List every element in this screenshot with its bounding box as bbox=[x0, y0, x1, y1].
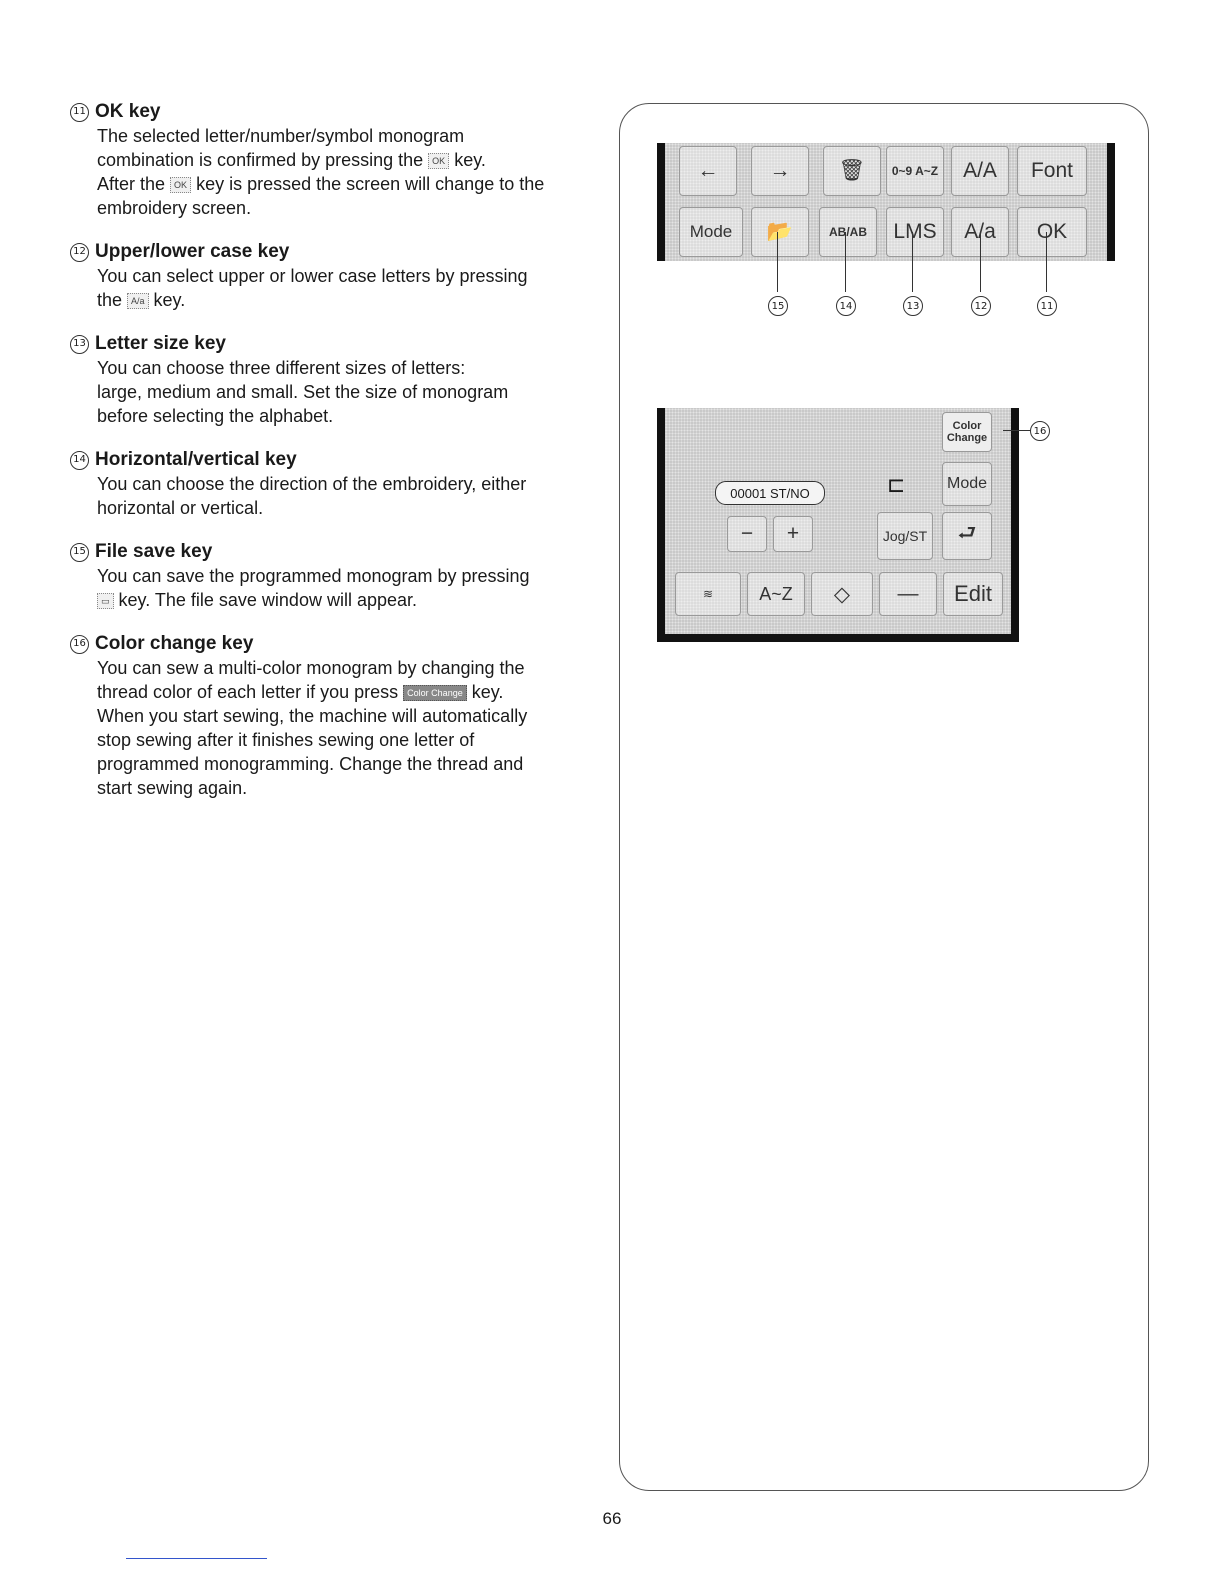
callout-16: 16 bbox=[1030, 421, 1050, 441]
inline-key-icon: OK bbox=[170, 177, 191, 193]
left-arrow-key[interactable]: ← bbox=[679, 146, 737, 196]
minus-key[interactable]: − bbox=[727, 516, 767, 552]
body-text: You can select upper or lower case letters by pressing bbox=[97, 266, 528, 286]
body-text: programmed monogramming. Change the thread and bbox=[97, 754, 524, 774]
body-text: embroidery screen. bbox=[97, 198, 252, 218]
eraser-icon[interactable]: ◇ bbox=[811, 572, 873, 616]
mode-key[interactable]: Mode bbox=[679, 207, 743, 257]
color-change-key[interactable]: Color Change bbox=[942, 412, 992, 452]
footer-rule bbox=[126, 1558, 267, 1559]
body-text: key. bbox=[449, 150, 486, 170]
callout-11: 11 bbox=[1037, 296, 1057, 316]
inline-key-icon: ▭ bbox=[97, 593, 114, 609]
mode-key[interactable]: Mode bbox=[942, 462, 992, 506]
section-title: File save key bbox=[95, 541, 213, 562]
body-text: After the bbox=[97, 174, 171, 194]
section-color-change-key bbox=[70, 632, 610, 800]
section-heading bbox=[70, 448, 610, 472]
callout-12: 12 bbox=[971, 296, 991, 316]
section-title: Color change key bbox=[95, 633, 254, 654]
section-body bbox=[97, 564, 610, 612]
circled-number: 11 bbox=[70, 103, 89, 122]
illustration-frame bbox=[619, 103, 1149, 1491]
inline-key-icon: Color Change bbox=[403, 685, 467, 701]
callout-line bbox=[845, 232, 846, 292]
body-text: You can choose the direction of the embroidery, either bbox=[97, 474, 527, 494]
body-text: You can choose three different sizes of letters: bbox=[97, 358, 466, 378]
callout-line bbox=[980, 232, 981, 292]
body-text: horizontal or vertical. bbox=[97, 498, 264, 518]
section-letter-size-key bbox=[70, 332, 610, 428]
body-text: When you start sewing, the machine will automatically bbox=[97, 706, 528, 726]
section-body bbox=[97, 264, 610, 312]
section-title: Horizontal/vertical key bbox=[95, 449, 297, 470]
section-heading bbox=[70, 240, 610, 264]
page-number: 66 bbox=[602, 1509, 622, 1528]
number-alpha-key[interactable]: 0~9 A~Z bbox=[886, 146, 944, 196]
bar-icon[interactable]: — bbox=[879, 572, 937, 616]
callout-line bbox=[1003, 430, 1031, 431]
body-text: before selecting the alphabet. bbox=[97, 406, 334, 426]
section-body bbox=[97, 472, 610, 520]
circled-number: 13 bbox=[70, 335, 89, 354]
body-text: thread color of each letter if you press bbox=[97, 682, 404, 702]
section-title: OK key bbox=[95, 101, 161, 122]
section-heading bbox=[70, 540, 610, 564]
body-text: start sewing again. bbox=[97, 778, 248, 798]
section-body bbox=[97, 356, 610, 428]
letter-size-key[interactable]: LMS bbox=[886, 207, 944, 257]
body-text: key. bbox=[148, 290, 186, 310]
section-body bbox=[97, 124, 610, 220]
circled-number: 12 bbox=[70, 243, 89, 262]
callout-15: 15 bbox=[768, 296, 788, 316]
callout-line bbox=[912, 232, 913, 292]
embroidery-screen bbox=[657, 408, 1019, 642]
section-file-save-key bbox=[70, 540, 610, 612]
section-ok-key bbox=[70, 100, 610, 220]
horizontal-vertical-key[interactable]: AB/AB bbox=[819, 207, 877, 257]
section-title: Upper/lower case key bbox=[95, 241, 290, 262]
section-body bbox=[97, 656, 610, 800]
instructions-column bbox=[70, 100, 610, 820]
embroidery-pattern-key[interactable]: ≋ bbox=[675, 572, 741, 616]
file-save-key[interactable]: 📂 bbox=[751, 207, 809, 257]
body-text: the bbox=[97, 290, 128, 310]
callout-line bbox=[777, 232, 778, 292]
section-heading bbox=[70, 100, 610, 124]
callout-14: 14 bbox=[836, 296, 856, 316]
body-text: large, medium and small. Set the size of monogram bbox=[97, 382, 509, 402]
body-text: stop sewing after it finishes sewing one letter of bbox=[97, 730, 475, 750]
upper-lower-case-key[interactable]: A/a bbox=[951, 207, 1009, 257]
body-text: You can save the programmed monogram by pressing bbox=[97, 566, 530, 586]
body-text: key. bbox=[466, 682, 504, 702]
circled-number: 14 bbox=[70, 451, 89, 470]
inline-key-icon: OK bbox=[428, 153, 449, 169]
section-heading bbox=[70, 632, 610, 656]
callout-line bbox=[1046, 232, 1047, 292]
callout-13: 13 bbox=[903, 296, 923, 316]
section-upper-lower-case-key bbox=[70, 240, 610, 312]
body-text: key. The file save window will appear. bbox=[113, 590, 418, 610]
delete-key[interactable]: 🗑 bbox=[823, 146, 881, 196]
body-text: combination is confirmed by pressing the bbox=[97, 150, 429, 170]
presser-foot-icon: ⊏ bbox=[887, 472, 906, 497]
right-arrow-key[interactable]: → bbox=[751, 146, 809, 196]
plus-key[interactable]: + bbox=[773, 516, 813, 552]
circled-number: 15 bbox=[70, 543, 89, 562]
circled-number: 16 bbox=[70, 635, 89, 654]
body-text: The selected letter/number/symbol monogram bbox=[97, 126, 465, 146]
jog-stitch-key[interactable]: Jog/ST bbox=[877, 512, 933, 560]
body-text: You can sew a multi-color monogram by changing the bbox=[97, 658, 525, 678]
alphabet-key[interactable]: A~Z bbox=[747, 572, 805, 616]
edit-key[interactable]: Edit bbox=[943, 572, 1003, 616]
inline-key-icon: A/a bbox=[127, 293, 149, 309]
ok-key[interactable]: OK bbox=[1017, 207, 1087, 257]
return-icon[interactable]: ⮐ bbox=[942, 512, 992, 560]
font-key[interactable]: Font bbox=[1017, 146, 1087, 196]
section-title: Letter size key bbox=[95, 333, 226, 354]
section-heading bbox=[70, 332, 610, 356]
section-horizontal-vertical-key bbox=[70, 448, 610, 520]
letter-style-key[interactable]: A/A bbox=[951, 146, 1009, 196]
stitch-counter: 00001 ST/NO bbox=[715, 481, 825, 505]
body-text: key is pressed the screen will change to the bbox=[191, 174, 545, 194]
